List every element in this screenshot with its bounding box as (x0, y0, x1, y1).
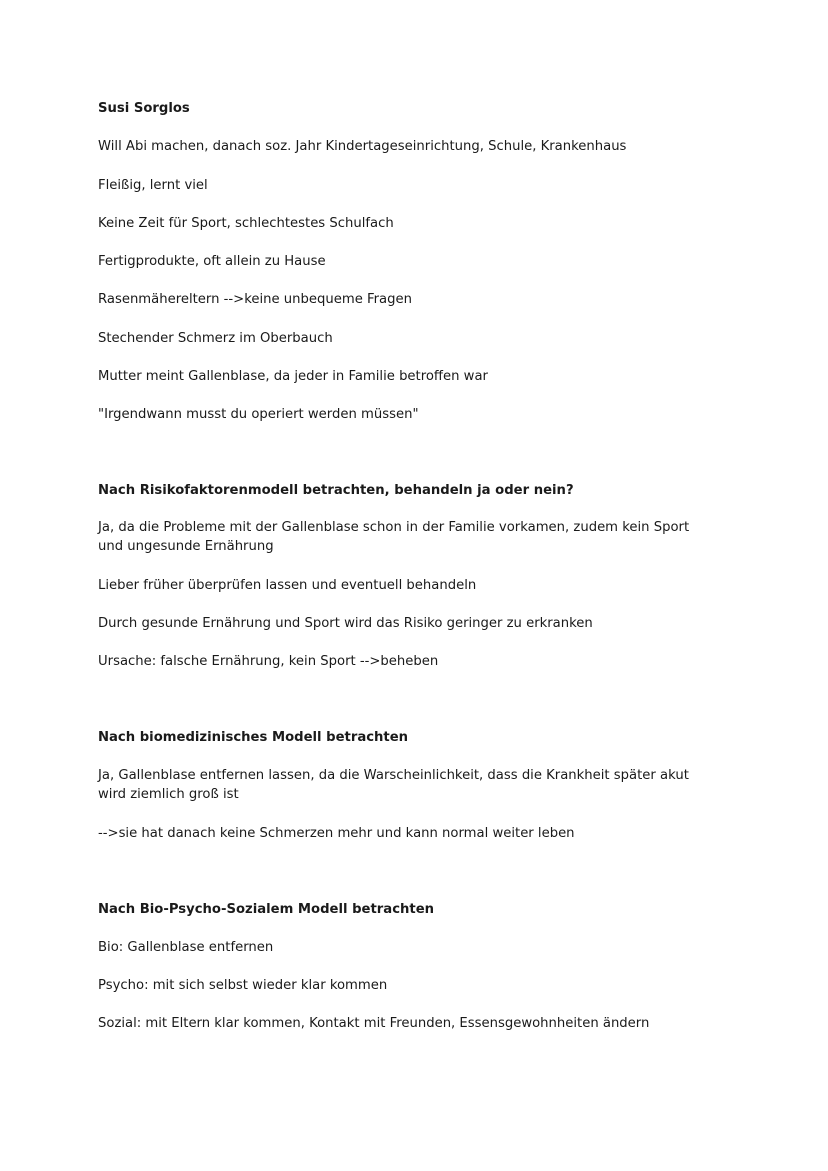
paragraph: Ja, da die Probleme mit der Gallenblase schon in der Familie vorkamen, zudem kein Sport und ungesunde Ernährung (98, 520, 690, 554)
paragraph: "Irgendwann musst du operiert werden müssen" (98, 407, 419, 422)
paragraph: Ursache: falsche Ernährung, kein Sport -->beheben (98, 654, 439, 669)
paragraph: Ja, Gallenblase entfernen lassen, da die Warscheinlichkeit, dass die Krankheit später akut wird ziemlich groß ist (98, 768, 689, 802)
paragraph: Rasenmähereltern -->keine unbequeme Fragen (98, 292, 412, 307)
section-heading: Nach biomedizinisches Modell betrachten (98, 730, 409, 745)
paragraph: Lieber früher überprüfen lassen und eventuell behandeln (98, 578, 477, 593)
section-heading: Susi Sorglos (98, 101, 190, 116)
paragraph: Fertigprodukte, oft allein zu Hause (98, 254, 326, 269)
paragraph: Keine Zeit für Sport, schlechtestes Schulfach (98, 216, 394, 231)
section-heading: Nach Risikofaktorenmodell betrachten, behandeln ja oder nein? (98, 483, 574, 498)
paragraph: -->sie hat danach keine Schmerzen mehr und kann normal weiter leben (98, 826, 575, 841)
paragraph: Psycho: mit sich selbst wieder klar kommen (98, 978, 388, 993)
section-heading: Nach Bio-Psycho-Sozialem Modell betrachten (98, 902, 435, 917)
paragraph: Sozial: mit Eltern klar kommen, Kontakt mit Freunden, Essensgewohnheiten ändern (98, 1016, 650, 1031)
paragraph: Bio: Gallenblase entfernen (98, 940, 274, 955)
paragraph: Fleißig, lernt viel (98, 178, 208, 193)
paragraph: Mutter meint Gallenblase, da jeder in Familie betroffen war (98, 369, 488, 384)
paragraph: Durch gesunde Ernährung und Sport wird das Risiko geringer zu erkranken (98, 616, 593, 631)
paragraph: Will Abi machen, danach soz. Jahr Kindertageseinrichtung, Schule, Krankenhaus (98, 139, 627, 154)
paragraph: Stechender Schmerz im Oberbauch (98, 331, 333, 346)
